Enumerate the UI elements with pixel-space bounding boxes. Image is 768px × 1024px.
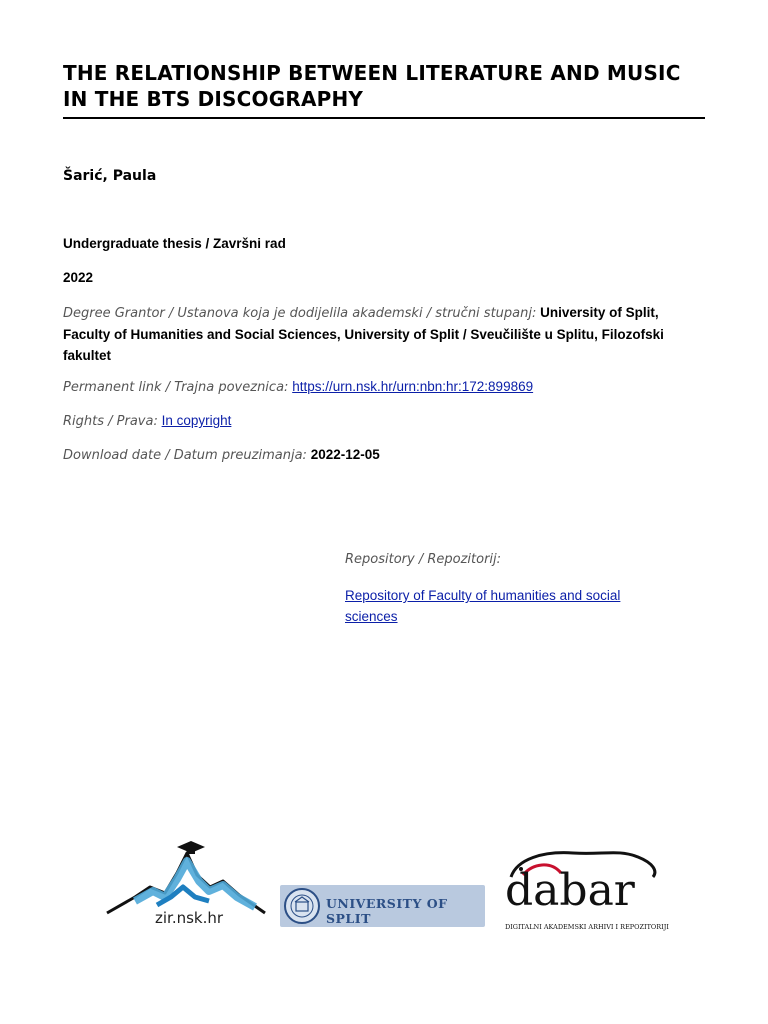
title-line-2: IN THE BTS DISCOGRAPHY (63, 87, 364, 111)
repository-link-block (345, 585, 645, 627)
rights (63, 410, 703, 432)
permanent-link-url[interactable]: https://urn.nsk.hr/urn:nbn:hr:172:899869 (292, 379, 534, 394)
footer-logos (105, 835, 669, 935)
permanent-link (63, 376, 703, 398)
university-of-split-logo (280, 885, 485, 927)
degree-grantor-label: Degree Grantor / Ustanova koja je dodijelila akademski / stručni stupanj: (63, 306, 537, 321)
author-name: Šarić, Paula (63, 168, 157, 184)
dabar-wordmark: dabar (505, 865, 635, 916)
zir-logo-text: zir.nsk.hr (155, 909, 224, 927)
degree-grantor (63, 302, 703, 366)
document-type: Undergraduate thesis / Završni rad (63, 236, 286, 251)
university-of-split-text: UNIVERSITY OF SPLIT (326, 896, 448, 926)
zir-logo (105, 835, 280, 930)
permanent-link-label: Permanent link / Trajna poveznica: (63, 380, 289, 395)
dabar-tagline: DIGITALNI AKADEMSKI ARHIVI I REPOZITORIJI (505, 923, 669, 931)
repository-link-line-1: Repository of Faculty of humanities and social (345, 588, 621, 603)
document-year: 2022 (63, 270, 94, 285)
repository-label: Repository / Repozitorij: (345, 552, 502, 567)
repository-link[interactable] (345, 588, 620, 624)
dabar-logo (503, 845, 668, 930)
download-date-label: Download date / Datum preuzimanja: (63, 448, 307, 463)
rights-label: Rights / Prava: (63, 414, 158, 429)
download-date (63, 444, 703, 466)
download-date-value: 2022-12-05 (310, 447, 380, 462)
degree-grantor-value: University of Split, Faculty of Humanities and Social Sciences, University of Split / Sveučilište u Splitu, Filozofski fakultet (63, 305, 664, 363)
title-divider (63, 117, 705, 119)
university-seal-icon (282, 886, 322, 926)
rights-link[interactable]: In copyright (161, 413, 232, 428)
document-title (63, 60, 713, 112)
title-line-1: THE RELATIONSHIP BETWEEN LITERATURE AND MUSIC (63, 61, 681, 85)
repository-link-line-2: sciences (345, 609, 398, 624)
